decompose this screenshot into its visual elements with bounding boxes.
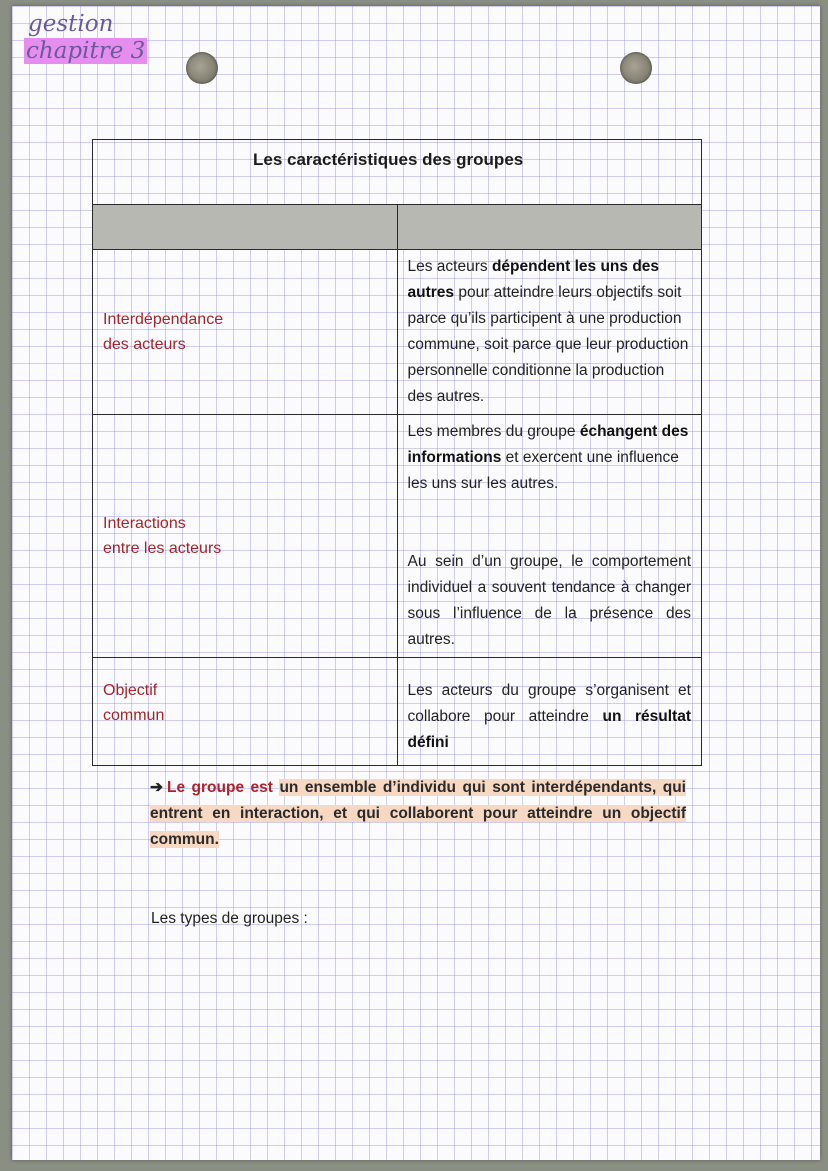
row-description <box>397 658 702 766</box>
handwritten-chapter-word: chapitre <box>26 38 124 64</box>
row-text: et exercent une influence les uns sur les autres. <box>407 449 679 492</box>
punch-hole-right <box>620 52 652 84</box>
handwritten-chapter-number: 3 <box>130 38 146 64</box>
table-header-band <box>93 205 702 250</box>
punch-hole-left <box>186 52 218 84</box>
arrow-right-icon: ➔ <box>150 779 163 796</box>
row-label <box>93 658 398 766</box>
row-text: pour atteindre leurs objectifs soit parce qu’ils participent à une production commune, soit parce que leur production personnelle conditionne la production des autres. <box>407 284 689 405</box>
conclusion-lead: Le groupe est <box>167 779 273 796</box>
row-text-bold: échangent des informations <box>407 423 689 466</box>
row-text: Les acteurs <box>407 258 492 275</box>
row-text-bold: un résultat défini <box>407 708 691 751</box>
handwritten-subject: gestion <box>28 11 114 37</box>
row-label-line2: commun <box>103 707 165 724</box>
row-label-line2: des acteurs <box>103 336 186 353</box>
table-row-interactions <box>93 415 702 658</box>
row-label-line2: entre les acteurs <box>103 540 222 557</box>
row-text: Les membres du groupe <box>407 423 580 440</box>
characteristics-table <box>92 139 702 766</box>
row-text-paragraph: Au sein d’un groupe, le comportement individuel a souvent tendance à changer sous l’influence de la présence des autres. <box>407 553 691 648</box>
row-label <box>93 250 398 415</box>
row-text: Les acteurs du groupe s’organisent et collabore pour atteindre <box>407 682 691 725</box>
row-text-bold: dépendent les uns des autres <box>407 258 660 301</box>
table-row-objectif <box>93 658 702 766</box>
handwritten-chapter <box>24 39 147 63</box>
conclusion-body: un ensemble d’individu qui sont interdépendants, qui entrent en interaction, et qui collaborent pour atteindre un objectif commun. <box>150 779 686 848</box>
row-label-line1: Objectif <box>103 682 158 699</box>
table-row-interdependance <box>93 250 702 415</box>
row-label <box>93 415 398 658</box>
row-label-line1: Interdépendance <box>103 311 224 328</box>
row-description <box>397 250 702 415</box>
definition-conclusion <box>150 775 686 853</box>
types-heading: Les types de groupes : <box>151 910 308 927</box>
table-title: Les caractéristiques des groupes <box>93 140 702 205</box>
row-description <box>397 415 702 658</box>
row-label-line1: Interactions <box>103 515 186 532</box>
